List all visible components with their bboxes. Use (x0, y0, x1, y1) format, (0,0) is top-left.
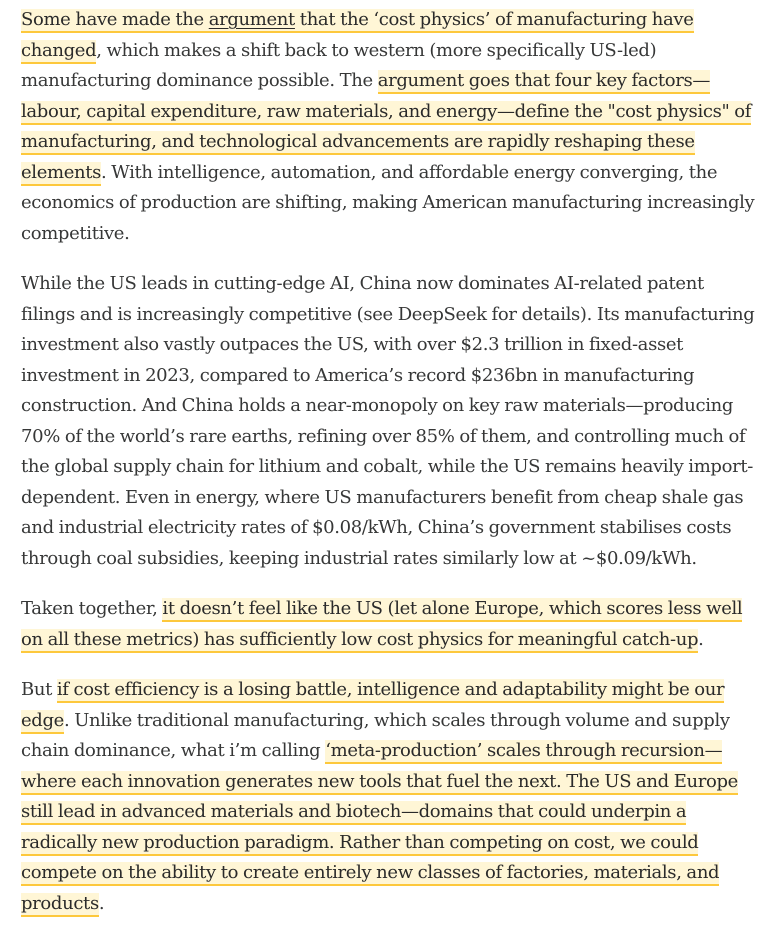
paragraph-text: , which makes a shift back to western (more specifically US-led) manufacturing dominance possible. The (21, 39, 657, 91)
paragraph-meta-production (21, 675, 761, 919)
highlight-passage[interactable]: if cost efficiency is a losing battle, intelligence and adaptability might be our edge (21, 679, 724, 734)
article-body (21, 5, 761, 939)
paragraph-text: Taken together, (21, 598, 163, 619)
highlight-passage[interactable]: argument goes that four key factors—labour, capital expenditure, raw materials, and energy—define the "cost physics" of manufacturing, and technological advancements are rapidly reshaping these elements (21, 70, 751, 186)
highlight-passage[interactable]: that the ‘cost physics’ of manufacturing have changed (21, 9, 694, 64)
paragraph-text: . Unlike traditional manufacturing, which scales through volume and supply chain dominance, what i’m calling (21, 709, 730, 761)
paragraph-text: . With intelligence, automation, and affordable energy converging, the economics of production are shifting, making American manufacturing increasingly competitive. (21, 161, 755, 244)
paragraph-text: . (98, 892, 105, 914)
paragraph-taken-together (21, 594, 761, 655)
paragraph-cost-physics (21, 5, 761, 249)
paragraph-text: . (698, 628, 704, 650)
argument-link[interactable]: argument (209, 9, 295, 33)
highlight-passage[interactable]: Some have made the (21, 9, 209, 33)
paragraph-china-comparison (21, 269, 761, 574)
highlight-passage[interactable]: it doesn’t feel like the US (let alone Europe, which scores less well on all these metrics) has sufficiently low cost physics for meaningful catch-up (21, 598, 742, 653)
paragraph-text: While the US leads in cutting-edge AI, China now dominates AI-related patent filings and is increasingly competitive (see DeepSeek for details). Its manufacturing investment also vastly outpaces the US, with over $2.3 trillion in fixed-asset investment in 2023, compared to America’s record $236bn in manufacturing construction. And China holds a near-monopoly on key raw materials—producing 70% of the world’s rare earths, refining over 85% of them, and controlling much of the global supply chain for lithium and cobalt, while the US remains heavily import-dependent. Even in energy, where US manufacturers benefit from cheap shale gas and industrial electricity rates of $0.08/kWh, China’s government stabilises costs through coal subsidies, keeping industrial rates similarly low at ~$0.09/kWh. (21, 273, 755, 569)
paragraph-text: But (21, 679, 57, 700)
highlight-passage[interactable]: ‘meta-production’ scales through recursion—where each innovation generates new tools that fuel the next. The US and Europe still lead in advanced materials and biotech—domains that could underpin a radically new production paradigm. Rather than competing on cost, we could compete on the ability to create entirely new classes of factories, materials, and products (21, 740, 738, 917)
